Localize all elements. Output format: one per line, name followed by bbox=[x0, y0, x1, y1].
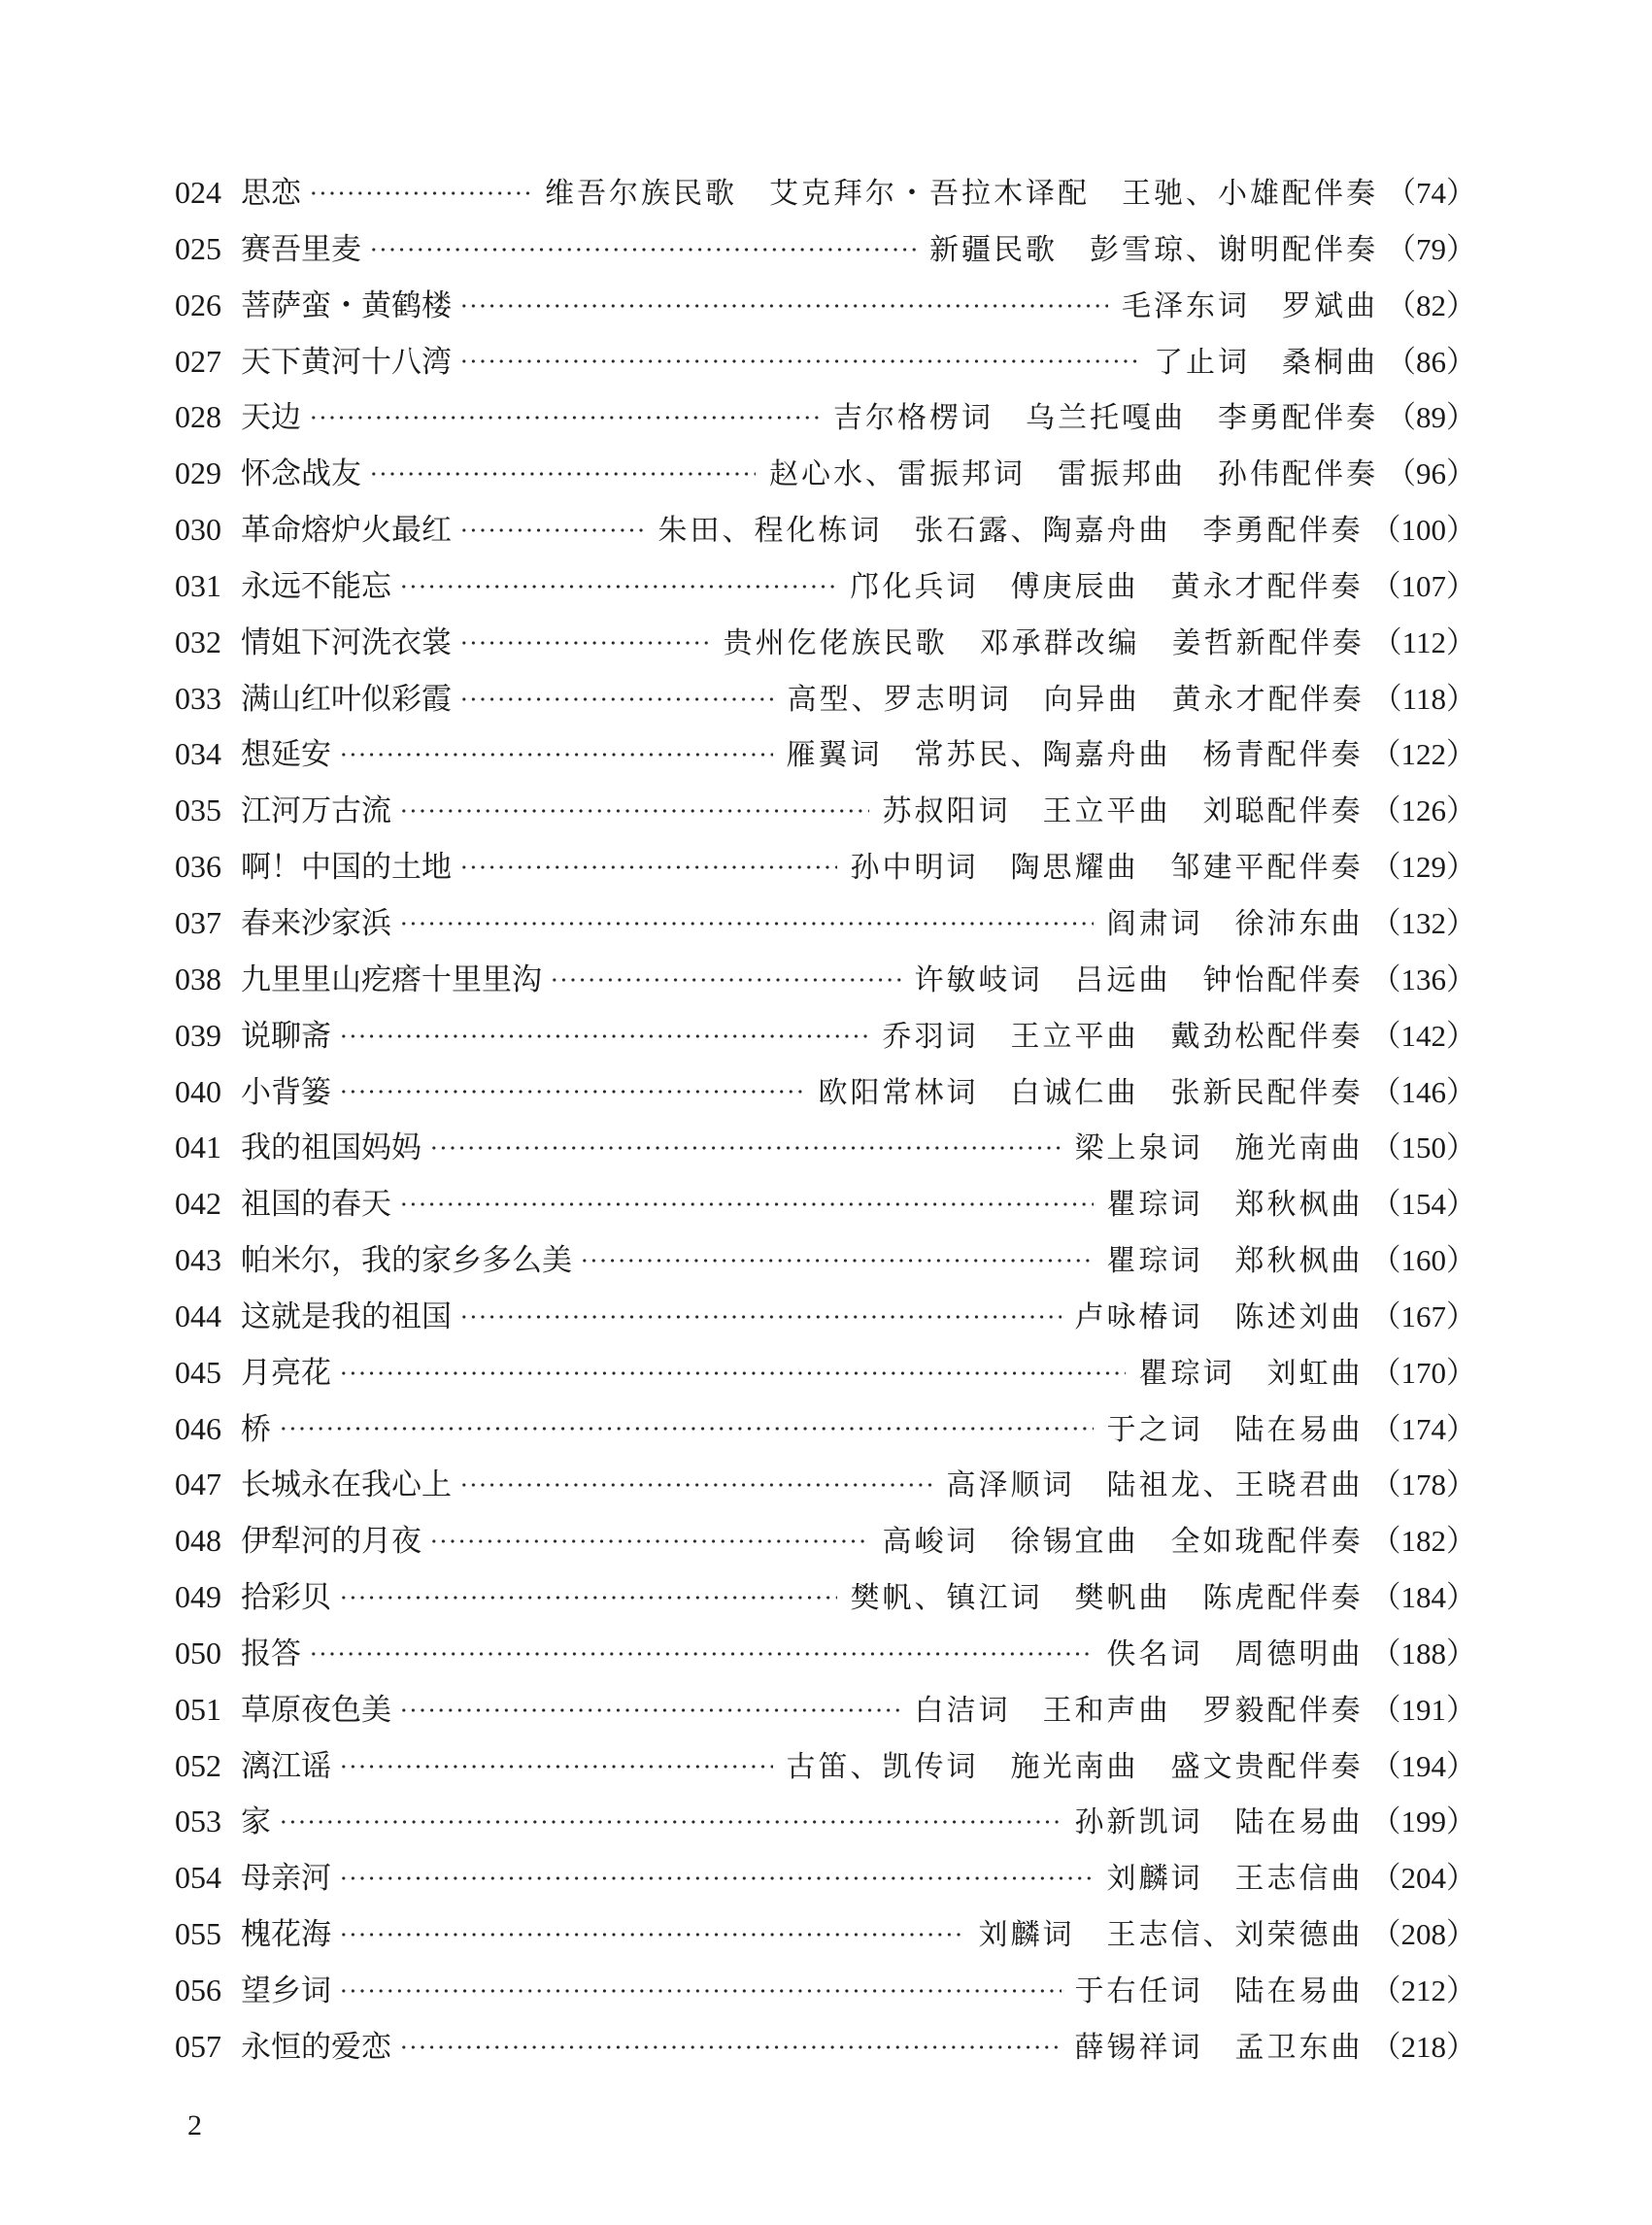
entry-title: 桥 bbox=[241, 1411, 271, 1447]
entry-credits: 佚名词 周德明曲 bbox=[1106, 1636, 1364, 1671]
entry-number: 030 bbox=[175, 512, 221, 548]
toc-entry[interactable] bbox=[175, 1569, 1476, 1626]
toc-entry[interactable] bbox=[175, 1457, 1476, 1513]
dot-leader bbox=[309, 413, 820, 422]
entry-credits: 赵心水、雷振邦词 雷振邦曲 孙伟配伴奏 bbox=[769, 457, 1378, 492]
toc-entry[interactable] bbox=[175, 839, 1476, 895]
dot-leader bbox=[339, 1873, 1094, 1883]
entry-number: 024 bbox=[175, 175, 221, 210]
entry-page-number: （107） bbox=[1370, 568, 1476, 603]
entry-credits: 梁上泉词 施光南曲 bbox=[1074, 1131, 1364, 1166]
entry-title: 这就是我的祖国 bbox=[241, 1298, 452, 1334]
entry-page-number: （129） bbox=[1370, 850, 1476, 885]
entry-title: 永远不能忘 bbox=[241, 568, 391, 604]
toc-entry[interactable] bbox=[175, 446, 1476, 502]
entry-title: 想延安 bbox=[241, 737, 331, 773]
dot-leader bbox=[459, 694, 774, 704]
entry-title: 拾彩贝 bbox=[241, 1580, 331, 1616]
entry-title: 菩萨蛮・黄鹤楼 bbox=[241, 287, 452, 323]
entry-page-number: （154） bbox=[1370, 1187, 1476, 1222]
entry-credits: 阎肃词 徐沛东曲 bbox=[1106, 906, 1364, 941]
entry-page-number: （146） bbox=[1370, 1074, 1476, 1109]
entry-title: 赛吾里麦 bbox=[241, 231, 361, 267]
entry-page-number: （208） bbox=[1370, 1917, 1476, 1952]
entry-title: 啊！中国的土地 bbox=[241, 850, 452, 886]
entry-page-number: （100） bbox=[1370, 513, 1476, 548]
entry-title: 草原夜色美 bbox=[241, 1692, 391, 1728]
toc-entry[interactable] bbox=[175, 278, 1476, 334]
entry-number: 050 bbox=[175, 1635, 221, 1670]
dot-leader bbox=[429, 1536, 869, 1546]
entry-credits: 贵州仡佬族民歌 邓承群改编 姜哲新配伴奏 bbox=[723, 625, 1365, 660]
entry-number: 031 bbox=[175, 567, 221, 603]
toc-entry[interactable] bbox=[175, 726, 1476, 783]
dot-leader bbox=[339, 1593, 837, 1602]
entry-title: 小背篓 bbox=[241, 1074, 331, 1110]
toc-entry[interactable] bbox=[175, 1738, 1476, 1795]
dot-leader bbox=[399, 806, 869, 816]
dot-leader bbox=[309, 188, 531, 198]
entry-number: 046 bbox=[175, 1410, 221, 1446]
entry-number: 049 bbox=[175, 1579, 221, 1615]
entry-number: 055 bbox=[175, 1916, 221, 1952]
entry-credits: 卢咏椿词 陈述刘曲 bbox=[1074, 1299, 1364, 1334]
table-of-contents bbox=[175, 165, 1476, 2075]
dot-leader bbox=[399, 582, 837, 591]
dot-leader bbox=[369, 245, 916, 254]
entry-credits: 薛锡祥词 孟卫东曲 bbox=[1074, 2030, 1364, 2065]
entry-number: 036 bbox=[175, 849, 221, 885]
dot-leader bbox=[369, 469, 756, 479]
dot-leader bbox=[459, 1480, 933, 1490]
dot-leader bbox=[580, 1256, 1094, 1265]
entry-title: 天边 bbox=[241, 400, 301, 436]
entry-number: 056 bbox=[175, 1972, 221, 2007]
dot-leader bbox=[459, 525, 645, 535]
dot-leader bbox=[459, 356, 1140, 366]
entry-number: 045 bbox=[175, 1354, 221, 1390]
entry-page-number: （191） bbox=[1370, 1692, 1476, 1727]
toc-entry[interactable] bbox=[175, 558, 1476, 615]
toc-entry[interactable] bbox=[175, 1626, 1476, 1682]
entry-number: 033 bbox=[175, 680, 221, 716]
entry-credits: 许敏岐词 吕远曲 钟怡配伴奏 bbox=[914, 962, 1364, 997]
entry-page-number: （96） bbox=[1386, 456, 1476, 491]
entry-credits: 新疆民歌 彭雪琼、谢明配伴奏 bbox=[929, 232, 1378, 267]
toc-entry[interactable] bbox=[175, 783, 1476, 839]
entry-number: 052 bbox=[175, 1747, 221, 1783]
entry-title: 江河万古流 bbox=[241, 793, 391, 829]
toc-entry[interactable] bbox=[175, 1176, 1476, 1232]
entry-credits: 古笛、凯传词 施光南曲 盛文贵配伴奏 bbox=[786, 1749, 1364, 1784]
entry-page-number: （167） bbox=[1370, 1298, 1476, 1333]
dot-leader bbox=[279, 1817, 1062, 1827]
entry-page-number: （204） bbox=[1370, 1861, 1476, 1896]
toc-entry[interactable] bbox=[175, 1289, 1476, 1345]
entry-title: 槐花海 bbox=[241, 1917, 331, 1953]
dot-leader bbox=[459, 862, 837, 872]
toc-entry[interactable] bbox=[175, 2019, 1476, 2075]
toc-entry[interactable] bbox=[175, 1064, 1476, 1121]
entry-credits: 雁翼词 常苏民、陶嘉舟曲 杨青配伴奏 bbox=[786, 738, 1364, 773]
entry-number: 039 bbox=[175, 1017, 221, 1053]
entry-number: 044 bbox=[175, 1298, 221, 1333]
entry-credits: 孙中明词 陶思耀曲 邹建平配伴奏 bbox=[850, 851, 1364, 886]
entry-number: 032 bbox=[175, 624, 221, 659]
entry-title: 帕米尔，我的家乡多么美 bbox=[241, 1243, 572, 1279]
toc-entry[interactable] bbox=[175, 895, 1476, 952]
entry-number: 029 bbox=[175, 455, 221, 491]
entry-number: 053 bbox=[175, 1804, 221, 1839]
entry-title: 伊犁河的月夜 bbox=[241, 1524, 421, 1560]
entry-credits: 高峻词 徐锡宜曲 全如珑配伴奏 bbox=[882, 1525, 1364, 1560]
toc-entry[interactable] bbox=[175, 615, 1476, 671]
entry-page-number: （188） bbox=[1370, 1635, 1476, 1670]
entry-credits: 朱田、程化栋词 张石露、陶嘉舟曲 李勇配伴奏 bbox=[657, 514, 1364, 549]
entry-page-number: （74） bbox=[1386, 176, 1476, 210]
dot-leader bbox=[550, 975, 901, 985]
dot-leader bbox=[339, 750, 773, 759]
toc-entry[interactable] bbox=[175, 1794, 1476, 1850]
dot-leader bbox=[459, 301, 1108, 311]
entry-page-number: （184） bbox=[1370, 1580, 1476, 1615]
entry-page-number: （182） bbox=[1370, 1524, 1476, 1559]
toc-entry[interactable] bbox=[175, 1850, 1476, 1906]
dot-leader bbox=[339, 1368, 1126, 1378]
entry-credits: 于右任词 陆在易曲 bbox=[1074, 1974, 1364, 2008]
entry-title: 思恋 bbox=[241, 176, 301, 211]
entry-credits: 乔羽词 王立平曲 戴劲松配伴奏 bbox=[882, 1019, 1364, 1054]
entry-title: 母亲河 bbox=[241, 1861, 331, 1897]
entry-page-number: （79） bbox=[1386, 231, 1476, 266]
entry-page-number: （170） bbox=[1370, 1355, 1476, 1390]
entry-number: 025 bbox=[175, 230, 221, 266]
entry-title: 漓江谣 bbox=[241, 1748, 331, 1784]
page-number: 2 bbox=[187, 2109, 202, 2141]
entry-number: 041 bbox=[175, 1129, 221, 1165]
dot-leader bbox=[339, 1986, 1062, 1996]
entry-title: 祖国的春天 bbox=[241, 1187, 391, 1223]
entry-number: 043 bbox=[175, 1242, 221, 1278]
toc-entry[interactable] bbox=[175, 1345, 1476, 1401]
entry-number: 027 bbox=[175, 343, 221, 379]
entry-page-number: （142） bbox=[1370, 1018, 1476, 1053]
entry-title: 长城永在我心上 bbox=[241, 1467, 452, 1503]
entry-number: 037 bbox=[175, 904, 221, 940]
entry-title: 春来沙家浜 bbox=[241, 905, 391, 941]
entry-title: 情姐下河洗衣裳 bbox=[241, 624, 452, 660]
dot-leader bbox=[339, 1087, 805, 1096]
entry-credits: 了止词 桑桐曲 bbox=[1154, 345, 1378, 380]
dot-leader bbox=[339, 1031, 869, 1041]
toc-entry[interactable] bbox=[175, 221, 1476, 278]
entry-number: 047 bbox=[175, 1466, 221, 1502]
toc-entry[interactable] bbox=[175, 165, 1476, 221]
entry-credits: 吉尔格楞词 乌兰托嘎曲 李勇配伴奏 bbox=[833, 401, 1378, 436]
entry-credits: 毛泽东词 罗斌曲 bbox=[1122, 288, 1378, 323]
toc-entry[interactable] bbox=[175, 1682, 1476, 1738]
entry-credits: 于之词 陆在易曲 bbox=[1106, 1412, 1364, 1447]
entry-page-number: （89） bbox=[1386, 400, 1476, 435]
entry-title: 天下黄河十八湾 bbox=[241, 344, 452, 380]
entry-credits: 维吾尔族民歌 艾克拜尔・吾拉木译配 王驰、小雄配伴奏 bbox=[545, 177, 1378, 211]
entry-page-number: （122） bbox=[1370, 737, 1476, 772]
entry-title: 我的祖国妈妈 bbox=[241, 1130, 421, 1166]
entry-number: 035 bbox=[175, 792, 221, 828]
entry-credits: 孙新凯词 陆在易曲 bbox=[1074, 1805, 1364, 1840]
entry-page-number: （136） bbox=[1370, 961, 1476, 996]
entry-page-number: （118） bbox=[1371, 681, 1476, 716]
entry-page-number: （160） bbox=[1370, 1243, 1476, 1278]
dot-leader bbox=[309, 1649, 1094, 1659]
toc-entry[interactable] bbox=[175, 1513, 1476, 1569]
entry-page-number: （174） bbox=[1370, 1411, 1476, 1446]
entry-credits: 欧阳常林词 白诚仁曲 张新民配伴奏 bbox=[818, 1075, 1364, 1110]
entry-number: 040 bbox=[175, 1073, 221, 1109]
dot-leader bbox=[339, 1762, 773, 1771]
entry-title: 家 bbox=[241, 1804, 271, 1840]
entry-credits: 高型、罗志明词 向异曲 黄永才配伴奏 bbox=[787, 682, 1365, 717]
toc-entry[interactable] bbox=[175, 1120, 1476, 1176]
entry-title: 革命熔炉火最红 bbox=[241, 513, 452, 549]
dot-leader bbox=[459, 638, 710, 648]
entry-title: 说聊斋 bbox=[241, 1018, 331, 1054]
entry-page-number: （218） bbox=[1370, 2029, 1476, 2064]
entry-number: 028 bbox=[175, 399, 221, 435]
entry-credits: 瞿琮词 郑秋枫曲 bbox=[1106, 1188, 1364, 1223]
toc-entry[interactable] bbox=[175, 502, 1476, 558]
toc-entry[interactable] bbox=[175, 389, 1476, 446]
entry-title: 报答 bbox=[241, 1635, 301, 1671]
entry-credits: 刘麟词 王志信、刘荣德曲 bbox=[978, 1918, 1364, 1953]
toc-entry[interactable] bbox=[175, 1232, 1476, 1289]
entry-number: 048 bbox=[175, 1523, 221, 1559]
entry-credits: 樊帆、镇江词 樊帆曲 陈虎配伴奏 bbox=[850, 1581, 1364, 1616]
toc-entry[interactable] bbox=[175, 1906, 1476, 1963]
dot-leader bbox=[399, 1705, 901, 1715]
dot-leader bbox=[459, 1312, 1062, 1322]
dot-leader bbox=[399, 2042, 1062, 2052]
entry-page-number: （212） bbox=[1370, 1973, 1476, 2007]
dot-leader bbox=[399, 919, 1094, 928]
dot-leader bbox=[429, 1143, 1062, 1153]
entry-title: 怀念战友 bbox=[241, 456, 361, 492]
entry-number: 026 bbox=[175, 287, 221, 322]
entry-page-number: （199） bbox=[1370, 1804, 1476, 1839]
entry-title: 满山红叶似彩霞 bbox=[241, 681, 452, 717]
entry-page-number: （126） bbox=[1370, 793, 1476, 828]
dot-leader bbox=[279, 1424, 1094, 1433]
dot-leader bbox=[399, 1199, 1094, 1209]
toc-entry[interactable] bbox=[175, 334, 1476, 390]
entry-page-number: （150） bbox=[1370, 1130, 1476, 1165]
entry-credits: 白洁词 王和声曲 罗毅配伴奏 bbox=[914, 1693, 1364, 1728]
entry-page-number: （82） bbox=[1386, 287, 1476, 322]
entry-number: 051 bbox=[175, 1691, 221, 1727]
toc-entry[interactable] bbox=[175, 1963, 1476, 2019]
entry-number: 034 bbox=[175, 736, 221, 772]
toc-entry[interactable] bbox=[175, 1008, 1476, 1064]
entry-page-number: （194） bbox=[1370, 1748, 1476, 1783]
entry-credits: 瞿琮词 刘虹曲 bbox=[1138, 1356, 1364, 1391]
dot-leader bbox=[339, 1930, 965, 1939]
entry-title: 九里里山疙瘩十里里沟 bbox=[241, 961, 542, 997]
entry-title: 望乡词 bbox=[241, 1973, 331, 2008]
toc-entry[interactable] bbox=[175, 952, 1476, 1008]
toc-entry[interactable] bbox=[175, 671, 1476, 727]
entry-page-number: （86） bbox=[1386, 344, 1476, 379]
entry-title: 永恒的爱恋 bbox=[241, 2029, 391, 2065]
entry-credits: 瞿琮词 郑秋枫曲 bbox=[1106, 1244, 1364, 1279]
entry-number: 057 bbox=[175, 2028, 221, 2064]
entry-credits: 刘麟词 王志信曲 bbox=[1106, 1862, 1364, 1897]
entry-page-number: （132） bbox=[1370, 905, 1476, 940]
entry-page-number: （112） bbox=[1371, 624, 1476, 659]
entry-credits: 苏叔阳词 王立平曲 刘聪配伴奏 bbox=[882, 794, 1364, 829]
entry-number: 054 bbox=[175, 1860, 221, 1896]
entry-credits: 高泽顺词 陆祖龙、王晓君曲 bbox=[946, 1468, 1364, 1503]
entry-number: 038 bbox=[175, 961, 221, 996]
entry-title: 月亮花 bbox=[241, 1355, 331, 1391]
entry-number: 042 bbox=[175, 1186, 221, 1222]
toc-entry[interactable] bbox=[175, 1401, 1476, 1458]
entry-credits: 邝化兵词 傅庚辰曲 黄永才配伴奏 bbox=[850, 569, 1364, 604]
entry-page-number: （178） bbox=[1370, 1467, 1476, 1502]
